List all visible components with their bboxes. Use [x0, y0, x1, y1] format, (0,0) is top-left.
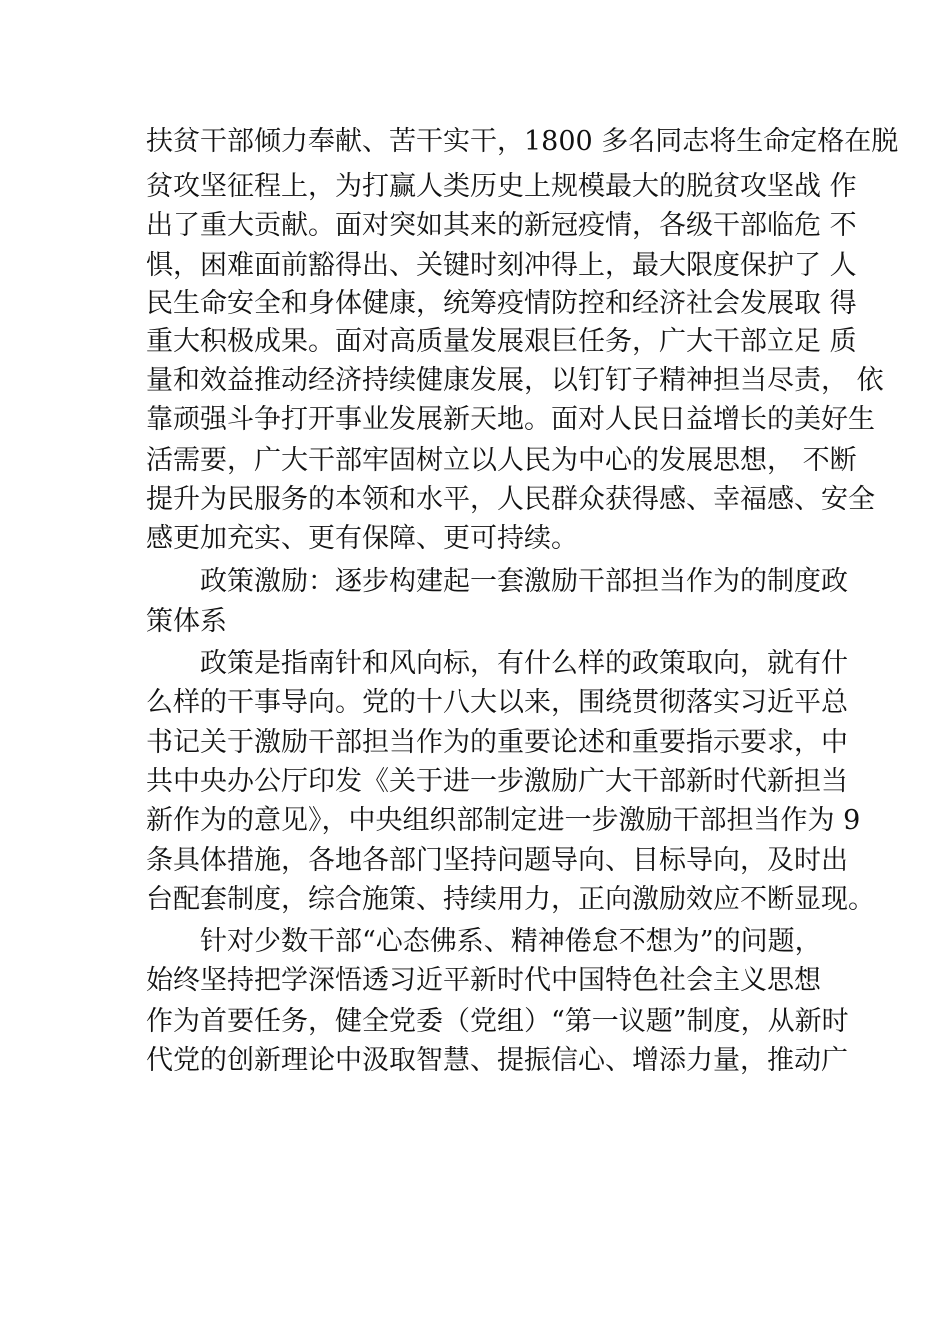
text-line: 政策是指南针和风向标，有什么样的政策取向，就有什: [200, 648, 848, 679]
text-line: 作为首要任务，健全党委（党组）“第一议题”制度，从新时: [146, 1006, 849, 1037]
text-line: 针对少数干部“心态佛系、精神倦怠不想为”的问题，: [200, 926, 822, 957]
text-line: 出了重大贡献。面对突如其来的新冠疫情，各级干部临危 不: [146, 210, 857, 241]
text-line: 贫攻坚征程上，为打赢人类历史上规模最大的脱贫攻坚战 作: [146, 171, 857, 202]
text-line: 提升为民服务的本领和水平，人民群众获得感、幸福感、安全: [146, 484, 875, 515]
text-line: 台配套制度，综合施策、持续用力，正向激励效应不断显现。: [146, 884, 875, 915]
text-line: 重大积极成果。面对高质量发展艰巨任务，广大干部立足 质: [146, 326, 857, 357]
text-line: 量和效益推动经济持续健康发展，以钉钉子精神担当尽责， 依: [146, 365, 884, 396]
text-line: 么样的干事导向。党的十八大以来，围绕贯彻落实习近平总: [146, 687, 848, 718]
text-line: 共中央办公厅印发《关于进一步激励广大干部新时代新担当: [146, 766, 848, 797]
heading-line: 政策激励：逐步构建起一套激励干部担当作为的制度政: [200, 566, 848, 597]
text-line: 活需要，广大干部牢固树立以人民为中心的发展思想， 不断: [146, 445, 857, 476]
heading-line: 策体系: [146, 606, 227, 637]
text-line: 感更加充实、更有保障、更可持续。: [146, 523, 578, 554]
text-line: 惧，困难面前豁得出、关键时刻冲得上，最大限度保护了 人: [146, 250, 857, 281]
text-line: 书记关于激励干部担当作为的重要论述和重要指示要求，中: [146, 727, 848, 758]
text-line: 始终坚持把学深悟透习近平新时代中国特色社会主义思想: [146, 965, 821, 996]
text-line: 民生命安全和身体健康，统筹疫情防控和经济社会发展取 得: [146, 288, 857, 319]
text-line: 代党的创新理论中汲取智慧、提振信心、增添力量，推动广: [146, 1045, 848, 1076]
text-line: 扶贫干部倾力奉献、苦干实干，1800 多名同志将生命定格在脱: [146, 126, 899, 157]
text-line: 新作为的意见》，中央组织部制定进一步激励干部担当作为 9: [146, 805, 861, 836]
text-line: 靠顽强斗争打开事业发展新天地。面对人民日益增长的美好生: [146, 404, 875, 435]
text-line: 条具体措施，各地各部门坚持问题导向、目标导向，及时出: [146, 845, 848, 876]
